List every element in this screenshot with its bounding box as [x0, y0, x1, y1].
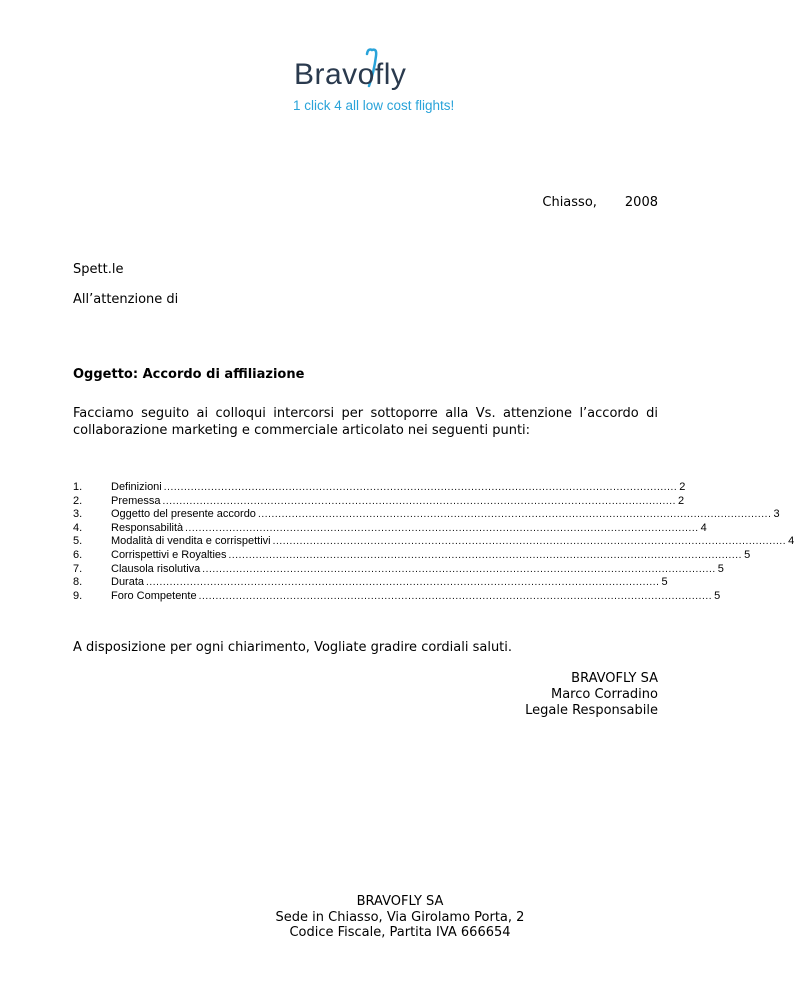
- toc-item: [73, 535, 794, 549]
- toc-leader-dots: ........................................................................................................................................................: [162, 495, 677, 507]
- toc-item-page: 4: [788, 535, 794, 548]
- toc-item-title: Foro Competente: [111, 589, 197, 602]
- toc-item-page: 5: [661, 576, 668, 589]
- toc-item-number: 4.: [73, 521, 83, 534]
- logo-wordmark: Bravofly: [294, 58, 407, 91]
- signature-role: Legale Responsabile: [525, 703, 658, 718]
- toc-item-number: 3.: [73, 508, 83, 521]
- toc-leader-dots: ........................................................................................................................................................: [146, 577, 660, 589]
- toc-item-number: 9.: [73, 589, 83, 602]
- toc-item-page: 5: [744, 548, 751, 561]
- toc-item-page: 5: [717, 562, 724, 575]
- toc-item-page: 2: [678, 494, 685, 507]
- toc-leader-dots: ........................................................................................................................................................: [202, 563, 716, 575]
- footer-tax: Codice Fiscale, Partita IVA 666654: [289, 925, 511, 940]
- toc-item-title: Modalità di vendita e corrispettivi: [111, 535, 271, 548]
- toc-item-number: 2.: [73, 494, 83, 507]
- toc-item: [73, 521, 707, 536]
- toc-leader-dots: ........................................................................................................................................................: [163, 482, 678, 493]
- letter-date: [542, 195, 658, 210]
- toc-item-number: 5.: [73, 535, 83, 548]
- toc-item: [73, 562, 724, 577]
- page-footer: [200, 894, 600, 941]
- bravofly-logo: [290, 44, 460, 124]
- toc-item: [73, 576, 668, 590]
- toc-item-title: Premessa: [111, 494, 161, 507]
- toc-item-number: 1.: [73, 481, 83, 493]
- toc-item-number: 8.: [73, 576, 83, 589]
- toc-item: [73, 548, 751, 563]
- toc-item-title: Clausola risolutiva: [111, 562, 201, 575]
- footer-address: Sede in Chiasso, Via Girolamo Porta, 2: [275, 909, 525, 925]
- toc-item-title: Corrispettivi e Royalties: [111, 548, 227, 561]
- signature-name: Marco Corradino: [551, 687, 658, 702]
- toc-item: [73, 589, 721, 604]
- toc-item: [73, 508, 780, 522]
- toc-item-page: 2: [679, 481, 686, 493]
- footer-company: BRAVOFLY SA: [356, 894, 444, 909]
- recipient-line: Spett.le: [73, 262, 124, 277]
- toc-leader-dots: ........................................................................................................................................................: [198, 590, 713, 602]
- toc-leader-dots: ........................................................................................................................................................: [272, 536, 787, 548]
- date-year: 2008: [624, 195, 658, 210]
- toc-leader-dots: ........................................................................................................................................................: [257, 509, 772, 521]
- subject-line: Oggetto: Accordo di affiliazione: [73, 367, 305, 382]
- toc-item-number: 6.: [73, 548, 83, 561]
- logo-tagline: 1 click 4 all low cost flights!: [293, 98, 455, 113]
- intro-paragraph: Facciamo seguito ai colloqui intercorsi per sottoporre alla Vs. attenzione l’accordo di collaborazione marketing e commerciale articolato nei seguenti punti:: [73, 406, 658, 438]
- toc-item-number: 7.: [73, 562, 83, 575]
- toc-item: [73, 481, 686, 495]
- toc-leader-dots: ........................................................................................................................................................: [228, 549, 743, 561]
- toc-item-title: Responsabilità: [111, 521, 184, 534]
- toc-item: [73, 494, 685, 509]
- toc-leader-dots: ........................................................................................................................................................: [185, 522, 699, 534]
- toc-item-page: 4: [700, 521, 707, 534]
- date-place: Chiasso,: [542, 195, 597, 210]
- signature-block: [525, 671, 658, 719]
- toc-item-page: 5: [714, 589, 721, 602]
- attention-line: All’attenzione di: [73, 292, 179, 307]
- signature-company: BRAVOFLY SA: [571, 671, 658, 686]
- toc-item-title: Durata: [111, 576, 145, 589]
- table-of-contents: [73, 481, 794, 603]
- toc-item-page: 3: [773, 508, 780, 521]
- toc-item-title: Definizioni: [111, 481, 162, 493]
- toc-item-title: Oggetto del presente accordo: [111, 508, 256, 521]
- closing-line: A disposizione per ogni chiarimento, Vogliate gradire cordiali saluti.: [73, 640, 513, 655]
